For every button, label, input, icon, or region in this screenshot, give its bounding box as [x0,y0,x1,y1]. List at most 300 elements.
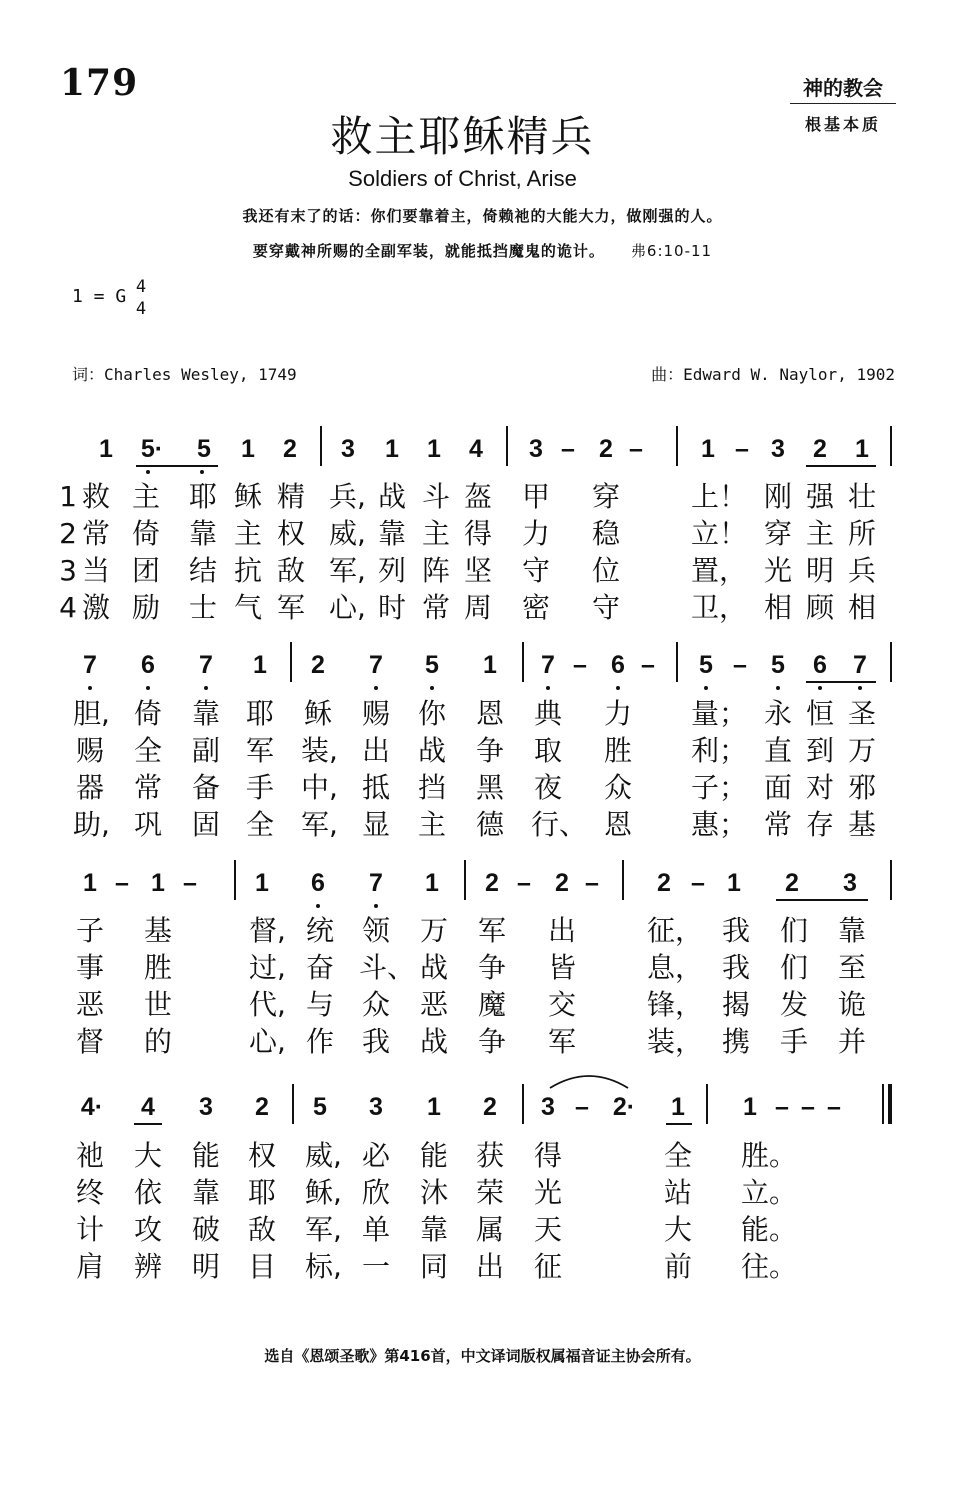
note: 1 [427,435,441,463]
lyric-char: 励 [131,591,160,624]
lyric-char: 全 [663,1139,692,1172]
note: 3 [843,869,857,897]
lyric-char: 计 [75,1213,104,1246]
low-octave-dot [316,904,320,908]
lyric-char: 事 [75,951,104,984]
lyric-char: 子； [691,771,748,804]
note: 4· [80,1093,104,1121]
lyric-char: 当 [81,554,110,587]
lyric-char: 装, [301,734,338,767]
lyric-char: 心, [329,591,366,624]
lyric-char: 利； [691,734,748,767]
lyric-char: 甲 [521,480,550,513]
barline [290,642,292,682]
lyric-char: 督, [249,914,286,947]
lyric-char: 攻 [133,1213,162,1246]
lyric-char: 往。 [741,1250,798,1283]
lyric-char: 巩 [133,808,162,841]
lyric-char: 恶 [75,988,104,1021]
lyric-line [60,986,900,1023]
lyric-char: 抵 [361,771,390,804]
verse-number: 1 [59,480,77,513]
lyric-char: 主 [131,480,160,513]
lyric-char: 精 [276,480,305,513]
dash: – [691,869,705,897]
low-octave-dot [374,686,378,690]
lyric-char: 同 [419,1250,448,1283]
note: 2 [813,435,827,463]
lyric-char: 万 [847,734,876,767]
lyric-char: 战 [377,480,406,513]
lyric-line [60,478,900,515]
lyric-char: 装， [647,1025,704,1058]
barline [292,1084,294,1124]
barline [464,860,466,900]
lyric-char: 锋， [647,988,704,1021]
note: 3 [199,1093,213,1121]
lyric-char: 周 [463,591,492,624]
lyric-char: 守 [521,554,550,587]
lyric-char: 光 [763,554,792,587]
lyric-char: 刚 [763,480,792,513]
beam-underline [806,681,876,683]
barline [522,1084,524,1124]
lyric-char: 万 [419,914,448,947]
lyric-char: 稣 [303,697,332,730]
lyric-char: 携 [721,1025,750,1058]
lyric-char: 中, [301,771,338,804]
lyric-char: 能 [419,1139,448,1172]
time-signature-top: 4 [135,277,147,297]
lyric-char: 统 [305,914,334,947]
lyric-char: 列 [377,554,406,587]
lyric-char: 欣 [361,1176,390,1209]
lyric-char: 靠 [419,1213,448,1246]
lyric-char: 军, [329,554,366,587]
lyric-char: 众 [361,988,390,1021]
composer-credit: 曲：Edward W. Naylor, 1902 [651,365,895,384]
lyric-char: 结 [188,554,217,587]
lyric-char: 基 [143,914,172,947]
lyric-char: 大 [133,1139,162,1172]
hymn-number: 179 [60,62,139,104]
beam-underline [666,1123,692,1125]
note: 7 [541,651,555,679]
lyric-char: 耶 [247,1176,276,1209]
lyric-char: 密 [521,591,550,624]
lyric-char: 主 [421,517,450,550]
english-title: Soldiers of Christ, Arise [348,166,577,191]
lyric-char: 代, [249,988,286,1021]
final-barline-thick [888,1084,892,1124]
lyric-char: 上！ [691,480,748,513]
lyric-char: 心, [249,1025,286,1058]
lyric-char: 属 [475,1213,504,1246]
lyric-char: 诡 [837,988,866,1021]
note: 1 [701,435,715,463]
scripture-line-1: 我还有末了的话：你们要靠着主，倚赖祂的大能大力，做刚强的人。 [242,207,723,225]
lyric-char: 团 [131,554,160,587]
lyric-char: 典 [533,697,562,730]
lyric-char: 过, [249,951,286,984]
lyric-char: 固 [191,808,220,841]
note: 2 [311,651,325,679]
note: 1 [99,435,113,463]
lyric-char: 出 [475,1250,504,1283]
lyric-char: 靠 [188,517,217,550]
low-octave-dot [200,470,204,474]
lyric-char: 明 [191,1250,220,1283]
low-octave-dot [704,686,708,690]
lyric-line [60,769,900,806]
lyric-char: 穿 [591,480,620,513]
lyric-char: 单 [361,1213,390,1246]
barline [706,1084,708,1124]
lyric-char: 前 [663,1250,692,1283]
dash: – [517,869,531,897]
note: 2 [599,435,613,463]
notation-row-1 [70,432,900,472]
lyric-char: 稣 [233,480,262,513]
lyric-line [60,732,900,769]
lyric-char: 德 [475,808,504,841]
notation-row-4 [70,1090,900,1130]
lyric-char: 魔 [477,988,506,1021]
lyric-char: 助, [73,808,110,841]
copyright-footer: 选自《恩颂圣歌》第416首，中文译词版权属福音证主协会所有。 [264,1347,701,1365]
lyric-char: 常 [763,808,792,841]
lyric-char: 赐 [75,734,104,767]
lyric-char: 耶 [245,697,274,730]
lyric-char: 盔 [463,480,492,513]
lyric-line [60,912,900,949]
note: 6 [611,651,625,679]
dash: – [183,869,197,897]
lyric-char: 世 [143,988,172,1021]
lyric-char: 到 [805,734,834,767]
lyric-char: 主 [233,517,262,550]
note: 2 [657,869,671,897]
lyric-char: 斗、 [359,951,416,984]
note: 1 [83,869,97,897]
lyric-char: 抗 [233,554,262,587]
barline [622,860,624,900]
lyric-line [60,695,900,732]
low-octave-dot [818,686,822,690]
lyric-char: 顾 [805,591,834,624]
lyric-char: 军 [245,734,274,767]
lyric-char: 我 [721,951,750,984]
lyric-char: 依 [133,1176,162,1209]
note: 1 [241,435,255,463]
note: 1 [855,435,869,463]
lyric-char: 恶 [419,988,448,1021]
lyric-char: 圣 [847,697,876,730]
note: 5 [771,651,785,679]
lyric-char: 胜。 [741,1139,798,1172]
lyric-char: 恩 [603,808,632,841]
lyric-char: 目 [247,1250,276,1283]
lyric-char: 揭 [721,988,750,1021]
lyric-char: 威, [329,517,366,550]
lyric-char: 祂 [75,1139,104,1172]
lyric-char: 终 [75,1176,104,1209]
lyric-char: 息， [647,951,704,984]
note: 2 [485,869,499,897]
lyric-line [60,1174,900,1211]
lyric-char: 量； [691,697,748,730]
lyric-char: 时 [377,591,406,624]
lyric-line [60,589,900,626]
note: 3 [541,1093,555,1121]
lyric-char: 获 [475,1139,504,1172]
lyric-char: 激 [81,591,110,624]
lyric-char: 大 [663,1213,692,1246]
scripture-line-2 [0,240,955,261]
note: 1 [727,869,741,897]
note: 5 [425,651,439,679]
lyric-char: 永 [763,697,792,730]
lyric-char: 阵 [421,554,450,587]
lyric-char: 力 [521,517,550,550]
note: 7 [199,651,213,679]
dash: – [629,435,643,463]
low-octave-dot [146,470,150,474]
note: 1 [671,1093,685,1121]
lyric-line [60,1248,900,1285]
beam-underline [134,1123,162,1125]
lyric-char: 明 [805,554,834,587]
lyric-char: 面 [763,771,792,804]
lyric-line [60,515,900,552]
lyric-char: 倚 [133,697,162,730]
lyric-line [60,806,900,843]
lyric-char: 坚 [463,554,492,587]
lyric-char: 置， [691,554,748,587]
lyric-char: 战 [419,951,448,984]
lyric-char: 标, [305,1250,342,1283]
lyric-line [60,552,900,589]
lyric-char: 胆, [73,697,110,730]
lyric-char: 存 [805,808,834,841]
lyric-char: 邪 [847,771,876,804]
note: 1 [385,435,399,463]
low-octave-dot [546,686,550,690]
verse-number: 2 [59,517,77,550]
low-octave-dot [776,686,780,690]
lyric-char: 靠 [191,1176,220,1209]
lyric-char: 全 [133,734,162,767]
dash: – [585,869,599,897]
lyric-char: 黑 [475,771,504,804]
lyric-char: 常 [133,771,162,804]
note: 2 [283,435,297,463]
low-octave-dot [616,686,620,690]
dash: – [575,1093,589,1121]
lyric-char: 敌 [276,554,305,587]
lyric-char: 奋 [305,951,334,984]
lyric-char: 与 [305,988,334,1021]
lyric-char: 常 [81,517,110,550]
lyric-char: 权 [247,1139,276,1172]
lyric-char: 争 [477,951,506,984]
lyricist-credit: 词：Charles Wesley, 1749 [72,365,297,384]
key-signature: 1 = G [72,286,127,307]
dash: – [573,651,587,679]
lyric-char: 赐 [361,697,390,730]
lyric-char: 军 [276,591,305,624]
lyric-char: 取 [533,734,562,767]
lyric-char: 作 [305,1025,334,1058]
lyric-char: 皆 [547,951,576,984]
note: 7 [853,651,867,679]
lyric-char: 们 [779,951,808,984]
lyric-char: 器 [75,771,104,804]
lyric-char: 能 [191,1139,220,1172]
note: 2 [255,1093,269,1121]
notation-row-3 [70,866,900,906]
lyric-char: 兵, [329,480,366,513]
lyric-line [60,1211,900,1248]
lyric-char: 兵 [847,554,876,587]
hymn-title: 救主耶稣精兵 [330,112,595,161]
lyric-char: 权 [276,517,305,550]
lyric-char: 辨 [133,1250,162,1283]
tie-arc [548,1070,630,1090]
notation-row-2 [70,648,900,688]
lyric-char: 征， [647,914,704,947]
lyric-char: 主 [417,808,446,841]
lyric-char: 子 [75,914,104,947]
lyric-line [60,1137,900,1174]
lyric-char: 基 [847,808,876,841]
lyric-char: 我 [721,914,750,947]
lyric-char: 靠 [191,697,220,730]
note: 5 [197,435,211,463]
lyric-char: 斗 [421,480,450,513]
time-signature [132,276,150,320]
lyric-char: 稣, [305,1176,342,1209]
category-label: 神的教会 [790,72,896,104]
note: 2 [785,869,799,897]
note: 3 [529,435,543,463]
lyric-char: 敌 [247,1213,276,1246]
dash: – [775,1093,789,1121]
note: 7 [369,869,383,897]
lyric-char: 所 [847,517,876,550]
note: 1 [425,869,439,897]
lyric-char: 相 [847,591,876,624]
barline [676,642,678,682]
lyric-char: 稳 [591,517,620,550]
lyric-char: 显 [361,808,390,841]
note: 3 [341,435,355,463]
scripture-text: 要穿戴神所赐的全副军装，就能抵挡魔鬼的诡计。 [252,242,605,260]
lyric-char: 并 [837,1025,866,1058]
lyric-char: 士 [188,591,217,624]
lyric-char: 守 [591,591,620,624]
lyric-char: 力 [603,697,632,730]
note: 1 [743,1093,757,1121]
lyric-char: 手 [779,1025,808,1058]
dash: – [641,651,655,679]
lyric-char: 立！ [691,517,748,550]
lyric-char: 倚 [131,517,160,550]
lyric-char: 至 [837,951,866,984]
note: 1 [483,651,497,679]
lyric-char: 们 [779,914,808,947]
scripture-reference: 弗6:10-11 [630,242,713,260]
lyric-char: 挡 [417,771,446,804]
barline [522,642,524,682]
lyric-char: 战 [417,734,446,767]
lyric-char: 恒 [805,697,834,730]
barline [676,426,678,466]
note: 6 [813,651,827,679]
lyric-char: 夜 [533,771,562,804]
lyric-char: 相 [763,591,792,624]
beam-underline [776,899,868,901]
barline [234,860,236,900]
note: 4 [469,435,483,463]
lyric-char: 穿 [763,517,792,550]
beam-underline [806,465,876,467]
lyric-char: 耶 [188,480,217,513]
note: 7 [369,651,383,679]
lyric-char: 能。 [741,1213,798,1246]
low-octave-dot [858,686,862,690]
low-octave-dot [430,686,434,690]
lyric-char: 得 [463,517,492,550]
barline [890,642,892,682]
lyric-char: 军 [477,914,506,947]
lyric-char: 破 [191,1213,220,1246]
lyric-char: 常 [421,591,450,624]
lyric-char: 惠； [691,808,748,841]
lyric-line [60,1023,900,1060]
beam-underline [136,465,218,467]
note: 1 [151,869,165,897]
lyric-char: 的 [143,1025,172,1058]
lyric-char: 发 [779,988,808,1021]
lyric-char: 你 [417,697,446,730]
note: 3 [369,1093,383,1121]
lyric-char: 全 [245,808,274,841]
lyric-char: 得 [533,1139,562,1172]
verse-number: 3 [59,554,77,587]
note: 7 [83,651,97,679]
lyric-line [60,949,900,986]
lyric-char: 军, [305,1213,342,1246]
barline [506,426,508,466]
note: 1 [255,869,269,897]
note: 2 [555,869,569,897]
low-octave-dot [88,686,92,690]
lyric-char: 督 [75,1025,104,1058]
lyric-char: 交 [547,988,576,1021]
final-barline-thin [882,1084,884,1124]
note: 5 [699,651,713,679]
dash: – [735,435,749,463]
note: 5 [313,1093,327,1121]
lyric-char: 气 [233,591,262,624]
dash: – [733,651,747,679]
lyric-char: 出 [547,914,576,947]
lyric-char: 备 [191,771,220,804]
note: 5· [140,435,164,463]
barline [890,860,892,900]
lyric-char: 争 [477,1025,506,1058]
